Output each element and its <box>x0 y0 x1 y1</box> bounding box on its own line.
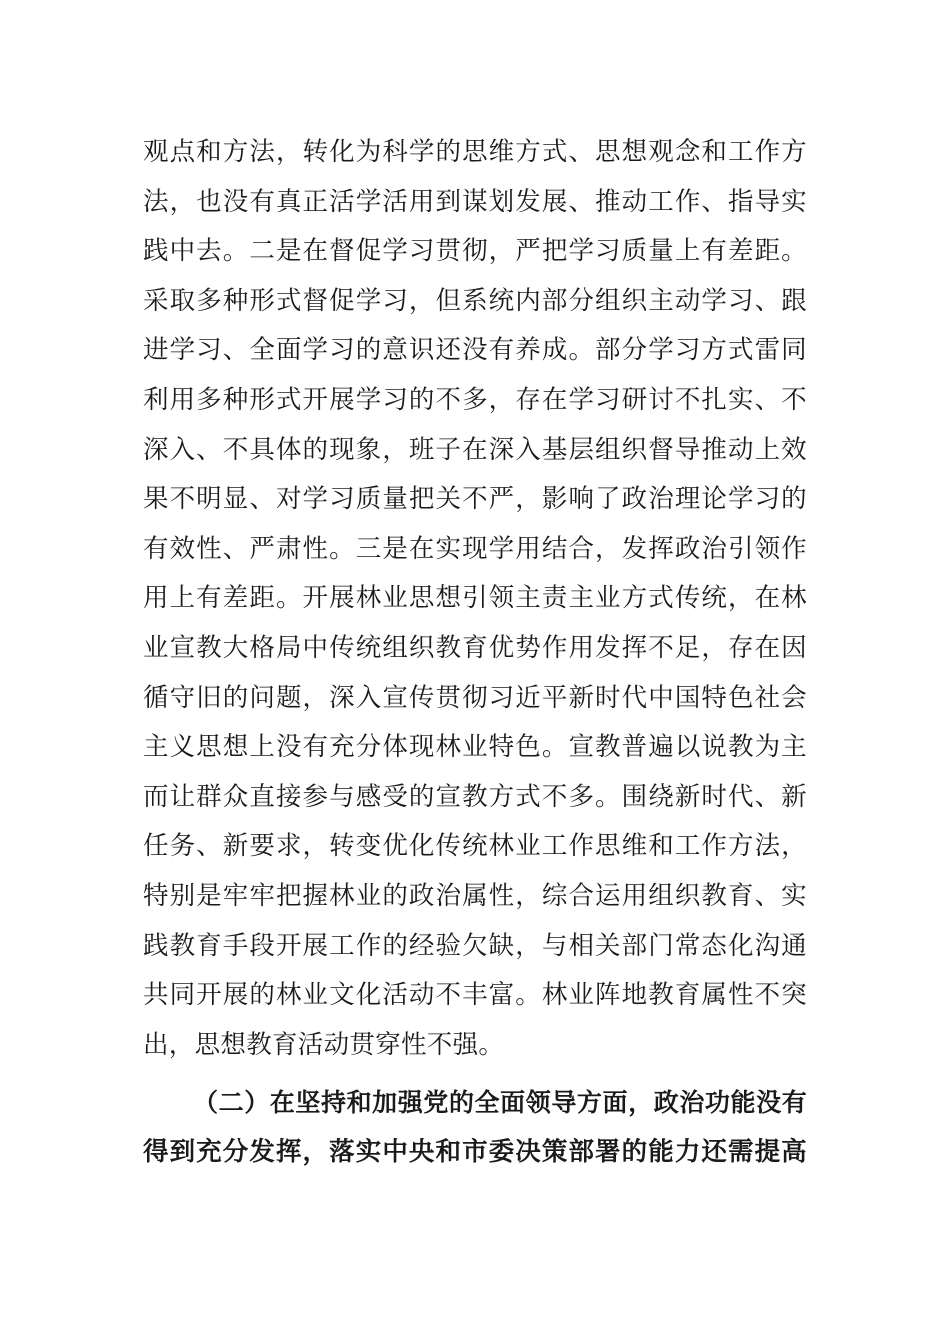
paragraph-line: 果不明显、对学习质量把关不严，影响了政治理论学习的 <box>143 484 807 515</box>
paragraph-line: 特别是牢牢把握林业的政治属性，综合运用组织教育、实 <box>143 880 807 911</box>
paragraph-line: 采取多种形式督促学习，但系统内部分组织主动学习、跟 <box>143 285 807 316</box>
paragraph-line: 有效性、严肃性。三是在实现学用结合，发挥政治引领作 <box>143 533 807 564</box>
paragraph-line: 践中去。二是在督促学习贯彻，严把学习质量上有差距。 <box>143 236 807 267</box>
paragraph-line: 进学习、全面学习的意识还没有养成。部分学习方式雷同 <box>143 335 807 366</box>
paragraph-line: 任务、新要求，转变优化传统林业工作思维和工作方法， <box>143 831 807 862</box>
paragraph-line: 而让群众直接参与感受的宣教方式不多。围绕新时代、新 <box>143 781 807 812</box>
paragraph-line: 深入、不具体的现象，班子在深入基层组织督导推动上效 <box>143 434 807 465</box>
paragraph-line: 共同开展的林业文化活动不丰富。林业阵地教育属性不突 <box>143 980 807 1011</box>
paragraph-line: 利用多种形式开展学习的不多，存在学习研讨不扎实、不 <box>143 384 807 415</box>
document-body <box>143 128 807 1177</box>
body-paragraph <box>143 128 807 1070</box>
paragraph-line: 法，也没有真正活学活用到谋划发展、推动工作、指导实 <box>143 186 807 217</box>
heading-line: （二）在坚持和加强党的全面领导方面，政治功能没有 <box>193 1088 807 1118</box>
paragraph-line: 出，思想教育活动贯穿性不强。 <box>143 1029 505 1060</box>
paragraph-line: 业宣教大格局中传统组织教育优势作用发挥不足，存在因 <box>143 632 807 663</box>
paragraph-line: 主义思想上没有充分体现林业特色。宣教普遍以说教为主 <box>143 732 807 763</box>
section-heading <box>143 1078 807 1177</box>
heading-line: 得到充分发挥，落实中央和市委决策部署的能力还需提高 <box>143 1136 807 1167</box>
paragraph-line: 循守旧的问题，深入宣传贯彻习近平新时代中国特色社会 <box>143 682 807 713</box>
paragraph-line: 践教育手段开展工作的经验欠缺，与相关部门常态化沟通 <box>143 930 807 961</box>
paragraph-line: 用上有差距。开展林业思想引领主责主业方式传统，在林 <box>143 583 807 614</box>
paragraph-line: 观点和方法，转化为科学的思维方式、思想观念和工作方 <box>143 137 807 167</box>
